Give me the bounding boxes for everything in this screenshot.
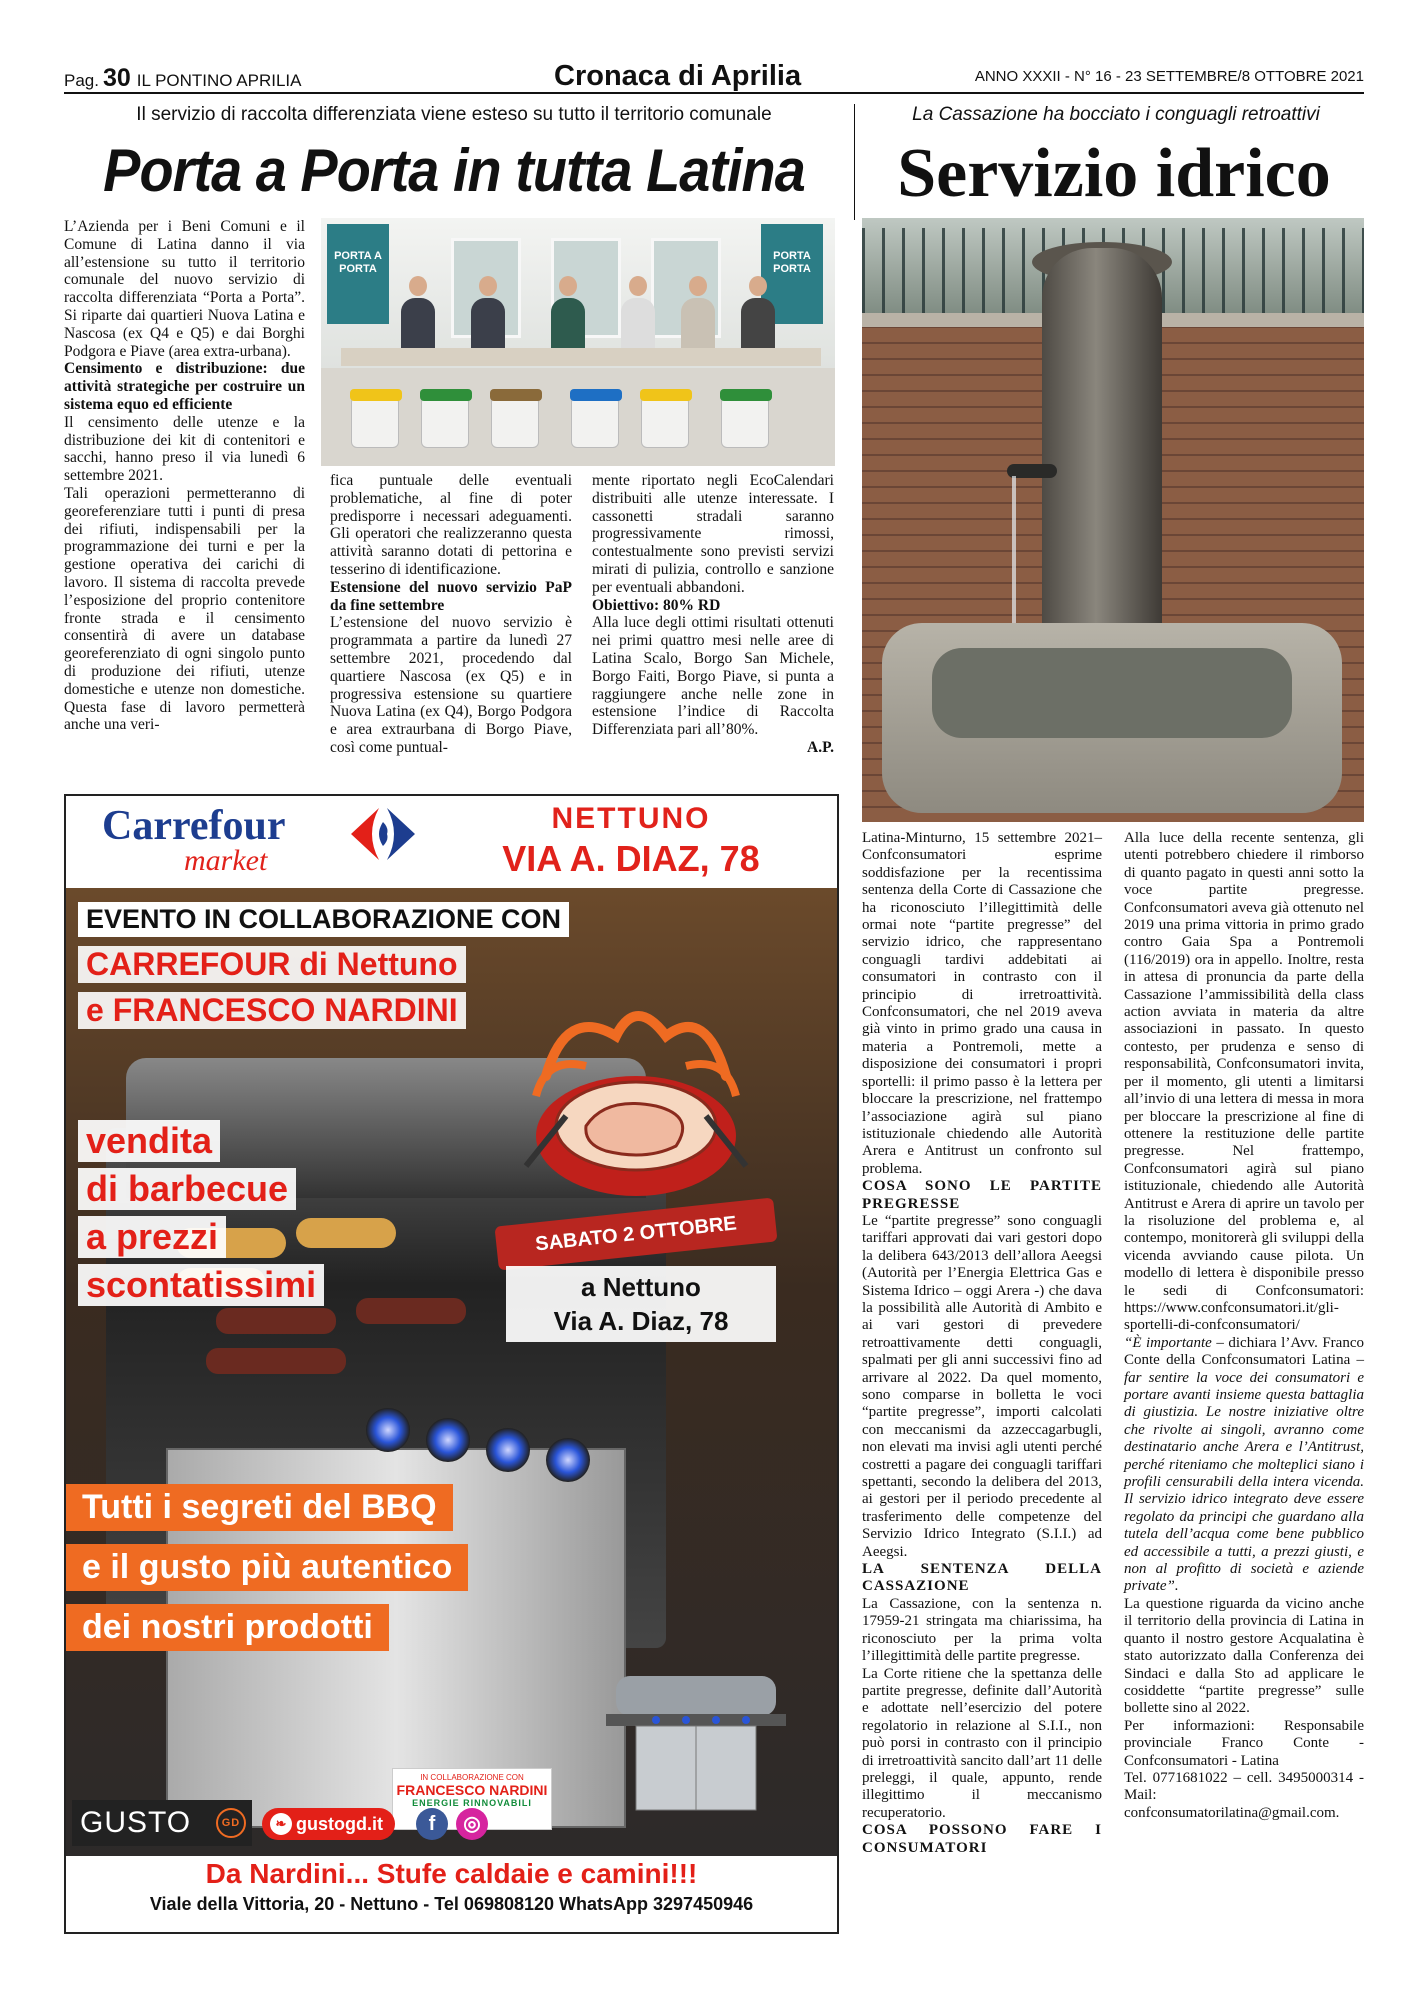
paragraph: Alla luce degli ottimi risultati ottenuti nei primi quattro mesi nelle aree di Latina Scalo, Borgo San Michele, Borgo Faiti, Borgo Piave, si punta a raggiungere anche nelle zone in estensione l’indice di Raccolta Differenziata pari all’80%. (592, 614, 834, 739)
right-article-column-1 (862, 830, 1102, 1857)
left-article-headline: Porta a Porta in tutta Latina (103, 137, 805, 204)
left-article-column-3 (592, 472, 834, 757)
paragraph: L’Azienda per i Beni Comuni e il Comune di Latina danno il via all’estensione su tutto il territorio comunale del nuovo servizio di raccolta differenziata “Porta a Porta”. Si riparte dai quartieri Nuova Latina e Nascosa (ex Q4 e Q5) e dai Borghi Podgora e Piave (area extra-urbana). (64, 218, 305, 360)
paragraph: Le “partite pregresse” sono conguagli tariffari approvati dai vari gestori dopo la delibera 643/2013 dell’allora Aeegsi (Autorità per l’Energia Elettrica Gas e Sistema Idrico – oggi Arera -) che dava la possibilità alle Autorità di Ambito e ai vari gestori di prevedere retroattivamente detti conguagli, spalmati per gli anni successivi fino ad arrivare al 2022. Da quel momento, sono comparse in bolletta le voci “partite pregresse”, importi calcolati con meccanismi da azzeccagarbugli, non elevati ma invisi agli utenti perché costretti a pagare dei conguagli tariffari spettanti, secondo la delibera del 2013, ai gestori per il periodo precedente al trasferimento delle competenze del Servizio Idrico Integrato (S.I.I.) ad Aeegsi. (862, 1212, 1102, 1560)
contact-info: Tel. 0771681022 – cell. 3495000314 - Mail: confconsumatorilatina@gmail.com. (1124, 1769, 1364, 1821)
left-article-kicker: Il servizio di raccolta differenziata viene esteso su tutto il territorio comunale (136, 104, 772, 125)
paragraph: La Corte ritiene che la spettanza delle partite pregresse, definite dall’Autorità e adottate nell’esercizio del potere regolatorio in relazione al S.I.I., non può porsi in contrasto con il principio di irretroattività sancito dall’art 11 delle preleggi, il quale, appunto, rende illegittimo il meccanismo recuperatorio. (862, 1665, 1102, 1821)
meeting-photo (321, 218, 835, 466)
instagram-icon[interactable]: ◎ (456, 1808, 488, 1840)
gusto-badge: GD (216, 1808, 246, 1838)
subheading: LA SENTENZA DELLA CASSAZIONE (862, 1561, 1102, 1595)
ad-sale-line-3: a prezzi (78, 1216, 226, 1258)
ad-sale-line-4: scontatissimi (78, 1264, 324, 1306)
subheading: COSA SONO LE PARTITE PREGRESSE (862, 1178, 1102, 1212)
right-article-column-2 (1124, 830, 1364, 1822)
paragraph: Per informazioni: Responsabile provinciale Franco Conte - Confconsumatori - Latina (1124, 1717, 1364, 1769)
steak-emblem-icon (506, 996, 766, 1216)
ad-sale-line-1: vendita (78, 1120, 220, 1162)
paragraph: Alla luce della recente sentenza, gli utenti potrebbero chiedere il rimborso di quanto pagato in questi anni sotto la voce partite pregresse. Confconsumatori aveva già ottenuto nel 2019 una prima vittoria in primo grado contro Gaia Spa a Pontremoli (116/2019) ora in appello. Inoltre, resta in attesa di pronuncia da parte della Cassazione l’ammissibilità della class action avviata in materia da altre associazioni in passato. In questo contesto, per prudenza e senso di responsabilità, Confconsumatori invita, per il momento, gli utenti a limitarsi all’invio di una lettera di messa in mora per bloccare la prescrizione al fine di ottenere la restituzione delle partite pregresse. Nel frattempo, Confconsumatori agirà sul piano istituzionale, chiedendo alle Autorità Antitrust e Arera di aprire un tavolo per la risoluzione del problema e, al contempo, monitorerà gli sviluppi della vicenda avviando cause pilota. Un modello di lettera è disponibile presso le sedi di Confconsumatori: https://www.confconsumatori.it/gli-sportelli-di-confconsumatori/ (1124, 830, 1364, 1334)
ad-slogan: Da Nardini... Stufe caldaie e camini!!! (205, 1858, 698, 1889)
advertisement (64, 794, 839, 1934)
ad-city: NETTUNO (551, 802, 711, 835)
column-divider (854, 104, 855, 220)
issue-info: ANNO XXXII - N° 16 - 23 SETTEMBRE/8 OTTOBRE 2021 (974, 68, 1364, 85)
ad-sale-line-2: di barbecue (78, 1168, 296, 1210)
page-header-left (64, 64, 302, 93)
gusto-logo-text: GUSTO (80, 1806, 192, 1839)
page-number: 30 (102, 64, 131, 92)
publication-name: IL PONTINO APRILIA (136, 71, 302, 90)
ad-event-line: EVENTO IN COLLABORAZIONE CON (78, 902, 569, 937)
ad-partner-small: IN COLLABORAZIONE CON (420, 1773, 524, 1782)
quote-intro: “È importante – (1124, 1334, 1224, 1351)
ad-footer (66, 1856, 837, 1934)
paragraph: Latina-Minturno, 15 settembre 2021– Confconsumatori esprime soddisfazione per la recentissima sentenza della Corte di Cassazione che ha riconosciuto l’illegittimità delle ormai note “partite pregresse” del servizio idrico, che rappresentano conguagli tardivi addebitati ai consumatori in contrasto con il principio di irretroattività. Confconsumatori, che nel 2019 aveva già vinto in primo grado una causa in materia a Pontremoli, mette a disposizione dei consumatori i propri sportelli: il primo passo è la lettera per bloccare la prescrizione, nel frattempo l’associazione agirà sul piano istituzionale chiedendo alle Autorità Arera e Antitrust un confronto sul problema. (862, 830, 1102, 1177)
ad-place-box (506, 1266, 776, 1342)
carrefour-logo-icon (343, 804, 423, 864)
photo-banner-right: PORTA PORTA (761, 224, 823, 324)
paragraph: Il censimento delle utenze e la distribuzione dei kit di contenitori e sacchi, hanno preso il via lunedì 6 settembre 2021. (64, 413, 305, 485)
ad-date-ribbon: SABATO 2 OTTOBRE (494, 1197, 777, 1270)
paragraph: L’estensione del nuovo servizio è programmata a partire da lunedì 27 settembre 2021, procedendo dal quartiere Nascosa (ex Q5) e in progressiva estensione su quartiere Nuova Latina (ex Q4), Borgo Podgora e area extraurbana di Borgo Piave, così come puntual- (330, 614, 572, 756)
ad-website[interactable] (262, 1808, 395, 1840)
fountain-photo (862, 218, 1364, 822)
bbq-product-image (596, 1666, 796, 1816)
ad-partner-tag: ENERGIE RINNOVABILI (412, 1798, 532, 1808)
carrefour-market-label: market (184, 844, 268, 877)
paragraph: mente riportato negli EcoCalendari distribuiti alle utenze interessate. I cassonetti stradali saranno progressivamente rimossi, contestualmente sono previsti servizi mirati di pulizia, controllo e sanzione per eventuali abbandoni. (592, 472, 834, 596)
quote-attribution: dichiara l’Avv. Franco Conte della Confconsumatori Latina – (1124, 1334, 1364, 1369)
right-article-kicker: La Cassazione ha bocciato i conguagli retroattivi (912, 104, 1320, 125)
ad-orange-line-1: Tutti i segreti del BBQ (66, 1484, 453, 1531)
ad-partner-line-2: e FRANCESCO NARDINI (78, 992, 466, 1029)
paragraph: Tali operazioni permetteranno di georeferenziare tutti i punti di presa dei rifiuti, indispensabili per la programmazione dei turni e per la gestione operativa dei carichi di lavoro. Il sistema di raccolta prevede l’esposizione del proprio contenitore fronte strada e il censimento consentirà di avere un database georeferenziato di ogni singolo punto di produzione dei rifiuti, utenze domestiche e utenze non domestiche. Questa fase di lavoro permetterà anche una veri- (64, 484, 305, 734)
subheading: COSA POSSONO FARE I CONSUMATORI (862, 1822, 1102, 1856)
ad-orange-line-2: e il gusto più autentico (66, 1544, 468, 1591)
carrefour-brand: Carrefour (102, 803, 286, 849)
author-signature: A.P. (807, 738, 834, 756)
web-icon: ❧ (270, 1813, 292, 1835)
ad-header (66, 796, 837, 888)
photo-banner-left: PORTA A PORTA (327, 224, 389, 324)
paragraph: fica puntuale delle eventuali problematiche, al fine di poter predisporre i necessari adeguamenti. Gli operatori che realizzeranno questa attività saranno dotati di pettorina e tesserino di identificazione. (330, 472, 572, 578)
quote-text: far sentire la voce dei consumatori e portare avanti insieme questa battaglia di giustizia. Le nostre iniziative oltre che rivolte ai singoli, avranno come destinatario anche Arera e l’Antitrust, perché riteniamo che molteplici siano i profili censurabili della intera vicenda. Il servizio idrico integrato deve essere regolato da principi che guardano alla tutela dell’acqua come bene pubblico ed accessibile a tutti, a prezzi giusti, e non al profitto di società e aziende private”. (1124, 1369, 1364, 1595)
paragraph: La questione riguarda da vicino anche il territorio della provincia di Latina in quanto il nostro gestore Acqualatina è stato autorizzato dalla Conferenza dei Sindaci e dalla Sto ad applicare le cosiddette “partite pregresse” sulle bollette sino al 2022. (1124, 1595, 1364, 1717)
right-article-headline: Servizio idrico (897, 135, 1331, 212)
masthead (64, 60, 1364, 94)
ad-street: VIA A. DIAZ, 78 (502, 838, 760, 879)
quote-paragraph (1124, 1335, 1364, 1596)
subheading: Estensione del nuovo servizio PaP da fine settembre (330, 578, 572, 614)
subheading: Censimento e distribuzione: due attività strategiche per costruire un sistema equo ed efficiente (64, 360, 305, 413)
facebook-icon[interactable]: f (416, 1808, 448, 1840)
ad-partner-line-1: CARREFOUR di Nettuno (78, 946, 466, 983)
paragraph: La Cassazione, con la sentenza n. 17959-21 stringata ma chiarissima, ha riconosciuto per la prima volta l’illegittimità delle partite pregresse. (862, 1595, 1102, 1665)
section-title: Cronaca di Aprilia (554, 60, 802, 92)
ad-partner-name: FRANCESCO NARDINI (396, 1782, 548, 1798)
subheading: Obiettivo: 80% RD (592, 596, 721, 614)
ad-place-line-1: a Nettuno (581, 1272, 701, 1302)
gusto-logo (72, 1800, 252, 1846)
ad-place-line-2: Via A. Diaz, 78 (553, 1306, 729, 1336)
left-article-column-2 (330, 472, 572, 757)
ad-orange-line-3: dei nostri prodotti (66, 1604, 389, 1651)
ad-address: Viale della Vittoria, 20 - Nettuno - Tel 069808120 WhatsApp 3297450946 (149, 1894, 754, 1914)
page-label: Pag. (64, 71, 99, 90)
ad-website-text: gustogd.it (296, 1814, 383, 1834)
left-article-column-1 (64, 218, 305, 734)
